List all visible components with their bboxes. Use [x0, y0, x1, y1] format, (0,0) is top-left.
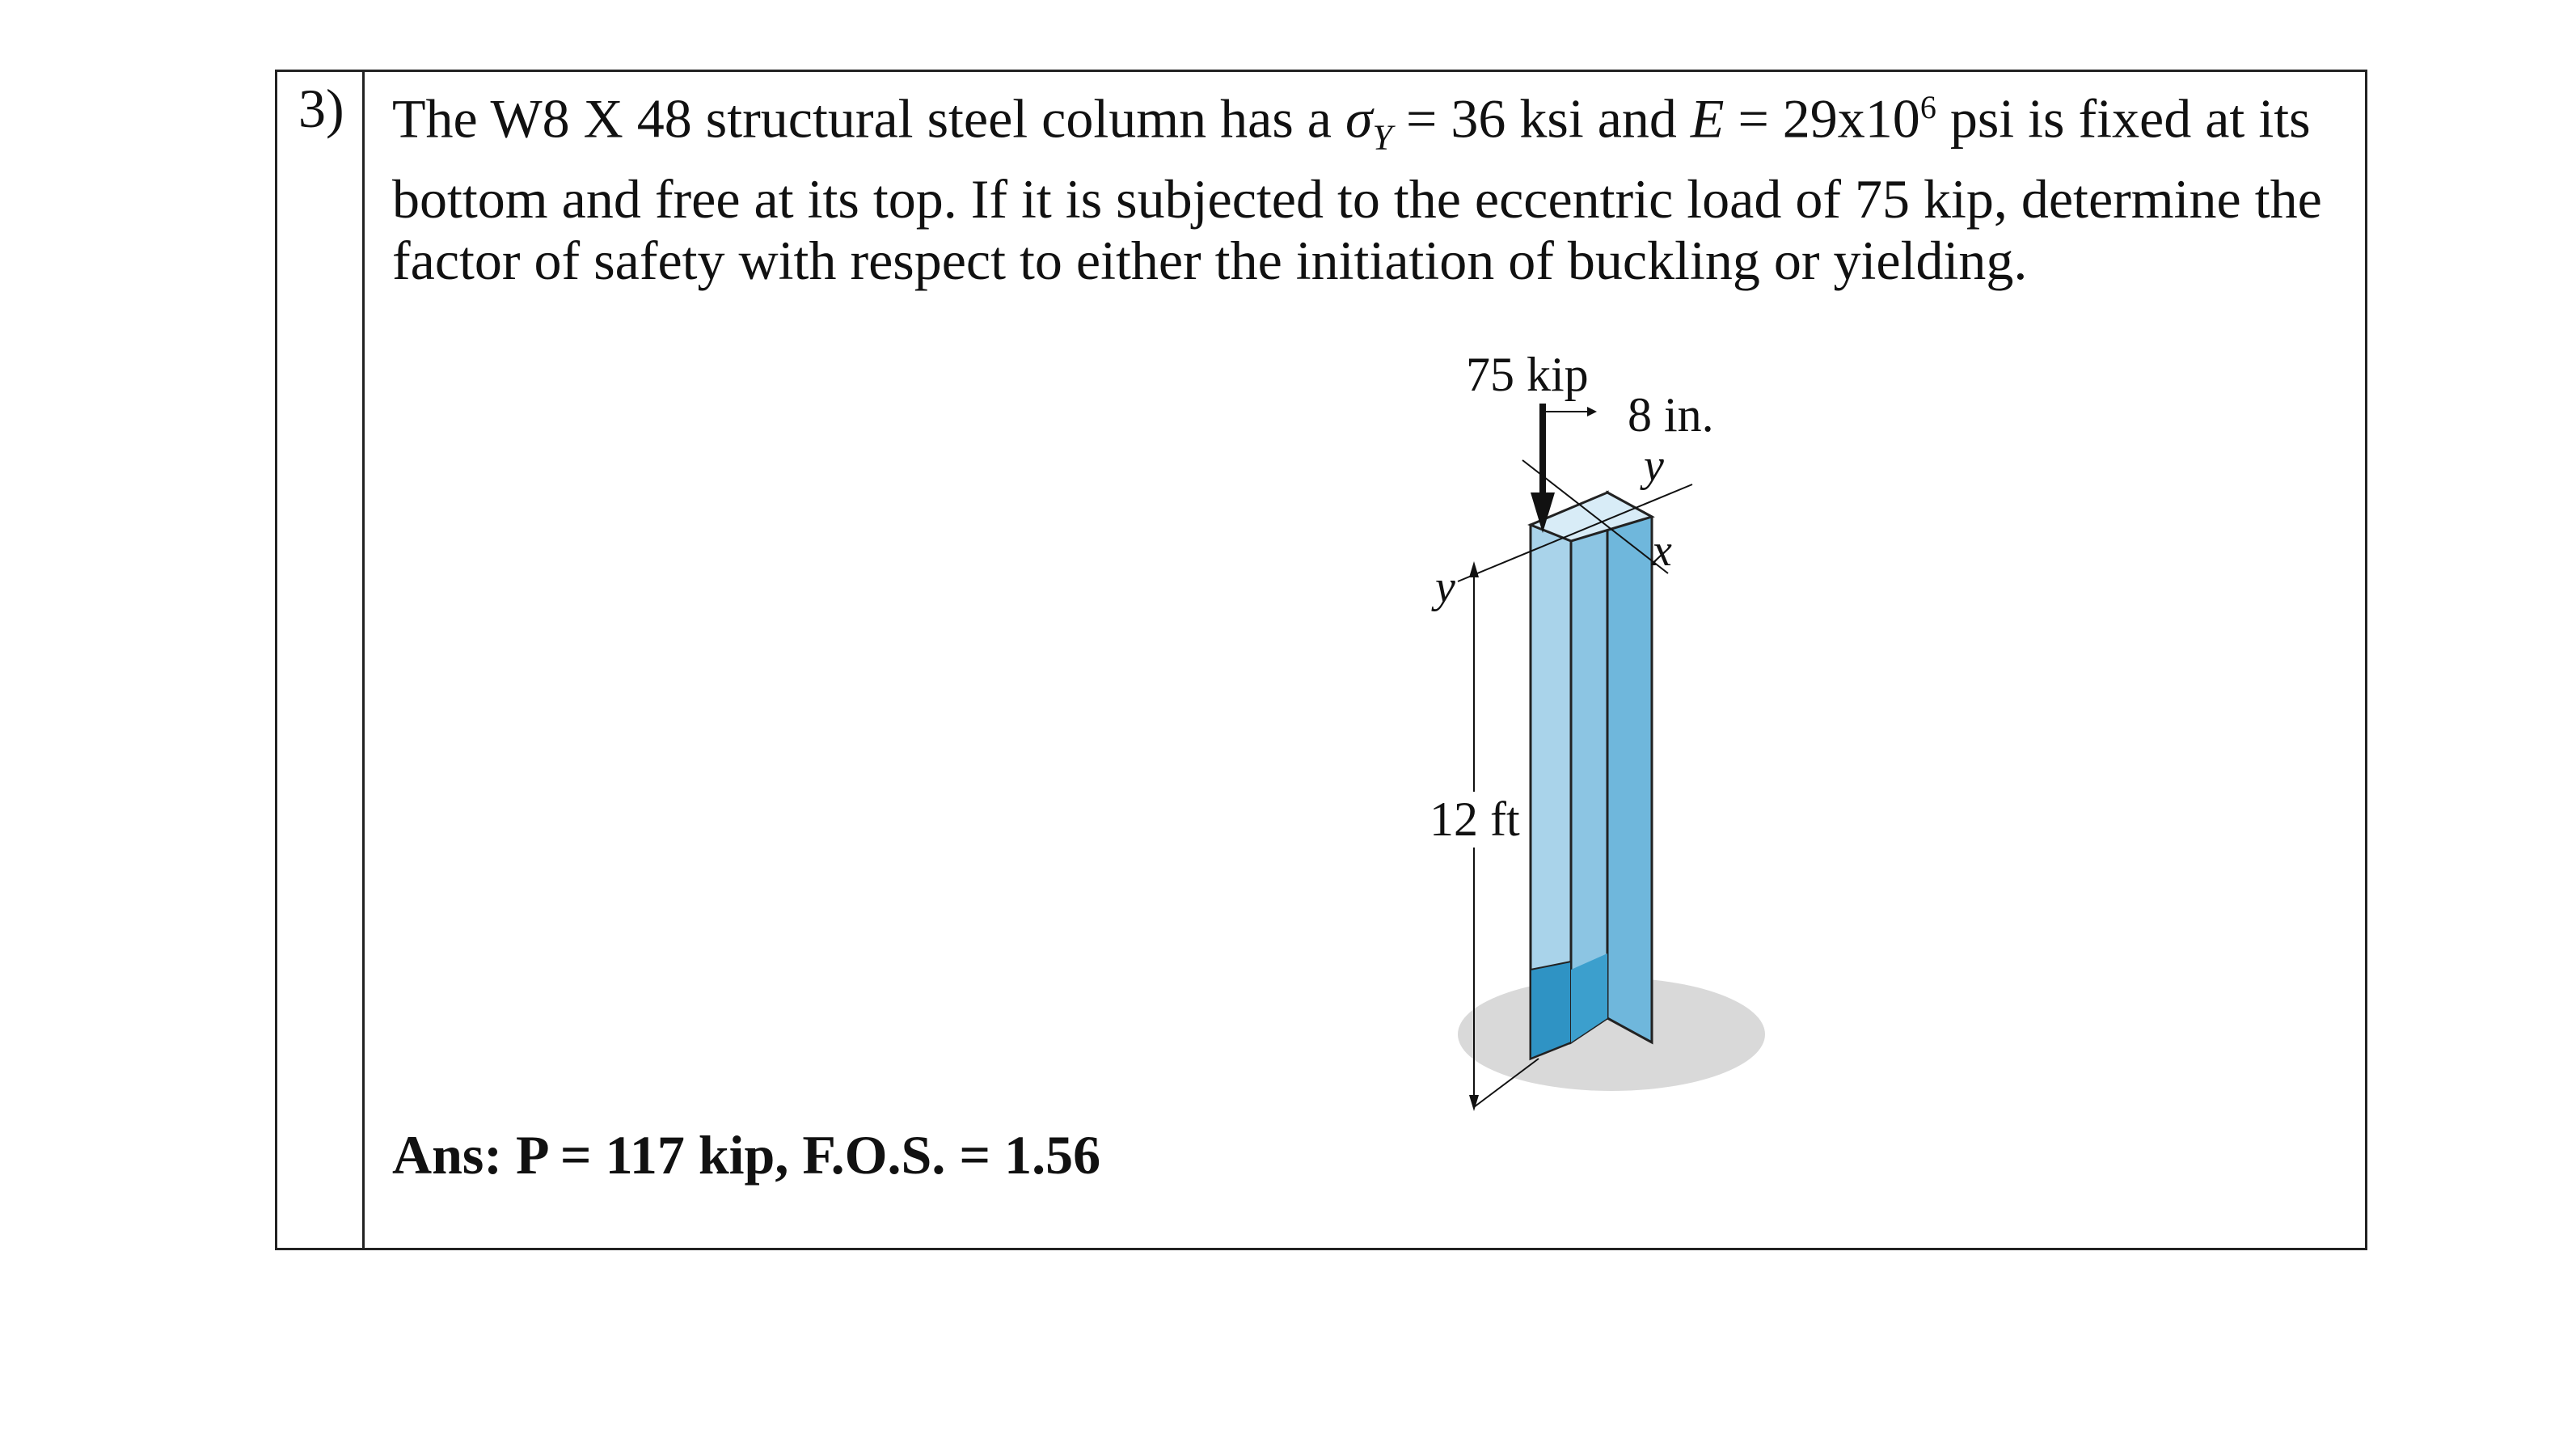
column-front-base [1531, 962, 1571, 1059]
column-back-flange [1607, 492, 1652, 1042]
problem-statement [392, 77, 2333, 291]
statement-part-1: The W8 X 48 structural steel column has a [392, 87, 1345, 150]
statement-part-3: = 29x10 [1724, 87, 1920, 150]
load-label: 75 kip [1466, 348, 1589, 401]
sigma-subscript: Y [1372, 117, 1393, 158]
axis-x: x [1652, 526, 1672, 576]
problem-number-column [277, 72, 365, 1248]
sigma-symbol: σ [1345, 87, 1373, 150]
height-arrow-top [1469, 561, 1479, 577]
statement-part-2: = 36 ksi and [1392, 87, 1691, 150]
problem-box [275, 70, 2367, 1250]
statement-part-4: psi is fixed at its bottom and free at its top. If it is subjected to the eccentric load of 75 kip, determine the factor of safety with respect to either the initiation of buckling or yielding. [392, 87, 2322, 292]
column-illustration [1409, 355, 1814, 1148]
eccentricity-label: 8 in. [1628, 388, 1714, 442]
axis-y-top: y [1644, 441, 1664, 491]
height-label: 12 ft [1429, 793, 1520, 846]
problem-number: 3) [298, 78, 344, 139]
height-arrow-bottom [1469, 1095, 1479, 1111]
exponent: 6 [1919, 89, 1936, 125]
e-symbol: E [1690, 87, 1725, 150]
eccentricity-arrow [1587, 407, 1597, 416]
axis-y-left: y [1435, 562, 1455, 612]
answer: Ans: P = 117 kip, F.O.S. = 1.56 [392, 1124, 1101, 1186]
column-figure [1409, 348, 1814, 1148]
